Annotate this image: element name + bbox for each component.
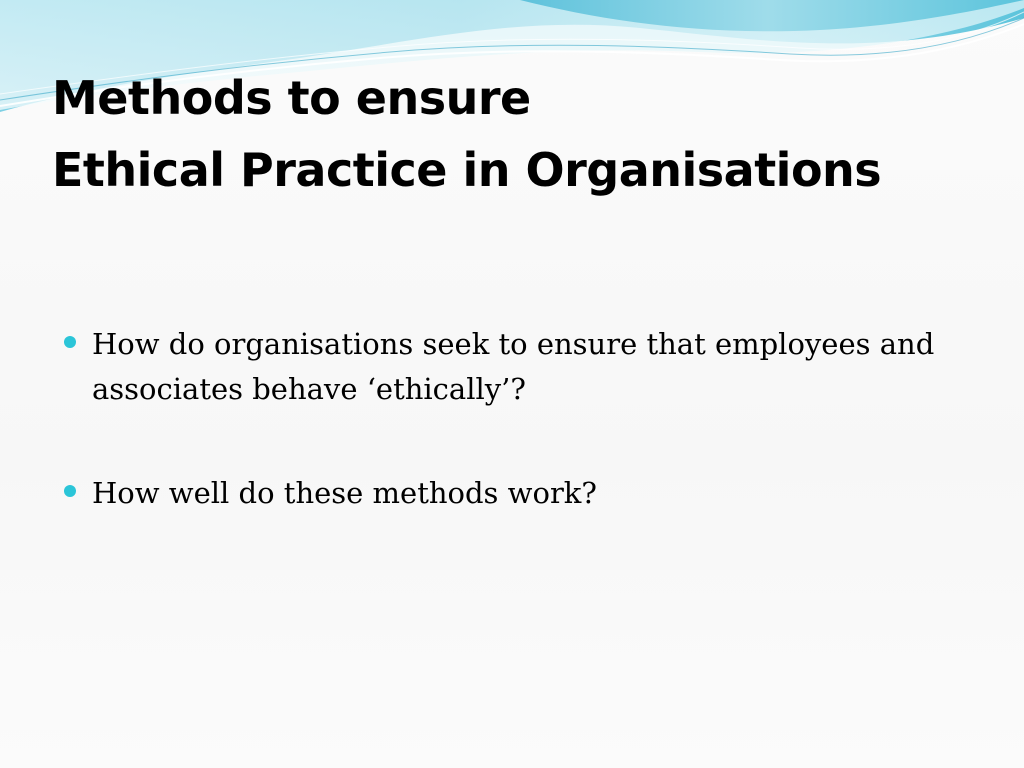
bullet-dot-icon <box>64 485 76 497</box>
bullet-item <box>62 322 962 412</box>
bullet-list <box>62 322 962 575</box>
bullet-item <box>62 471 962 516</box>
title-line-2: Ethical Practice in Organisations <box>52 143 882 197</box>
title-line-1: Methods to ensure <box>52 71 531 125</box>
bullet-dot-icon <box>64 336 76 348</box>
bullet-text: How do organisations seek to ensure that employees and associates behave ‘ethically’? <box>92 327 935 406</box>
slide-title <box>52 62 992 206</box>
bullet-text: How well do these methods work? <box>92 476 597 510</box>
